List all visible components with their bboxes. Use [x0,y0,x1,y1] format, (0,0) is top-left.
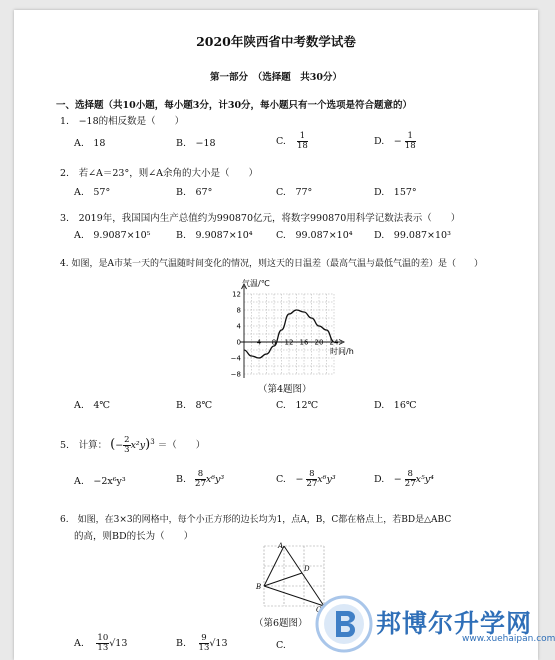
q6-option-c: C. [276,640,286,651]
q4-option-c: C. 12℃ [276,400,319,411]
q1-c-label: C. [276,136,286,147]
q4-x-tick-label: 8 [271,338,277,347]
q3-option-b: B. 9.9087×10⁴ [176,230,253,241]
q1-stem: 1. −18的相反数是（ ） [60,116,185,127]
q6-b-label: B. [176,638,196,649]
q3-stem: 3. 2019年，我国国内生产总值约为990870亿元，将数字990870用科学记数法表示（ ） [60,213,461,224]
q5-c-den: 27 [306,479,318,489]
q6-point-a: A [278,542,284,550]
watermark-text: 邦博尔升学网 [376,609,533,638]
q1-option-d [374,132,416,151]
q5-inner-vars: x²y [130,440,146,452]
q4-x-tick-label: 24 [329,338,339,347]
q5-option-a: A. −2x⁶y³ [74,476,126,487]
q2-option-d: D. 157° [374,187,417,198]
q6-stem-line2: 的高，则BD的长为（ ） [74,531,194,542]
q6-b-fraction [199,634,210,653]
q6-a-den: 13 [97,643,109,653]
q1-c-fraction [297,132,308,151]
q6-a-fraction [96,634,109,653]
q5-d-vars: x⁵y⁴ [415,474,434,485]
q4-y-tick-label: 8 [236,306,241,315]
q5-expression: ( [110,437,116,453]
q4-caption: （第4题图） [258,384,312,395]
q6-a-root: √13 [109,638,128,649]
q5-paren-close: ) [145,437,151,453]
q4-option-a: A. 4℃ [74,400,111,411]
q4-x-tick-label: 16 [299,338,309,347]
q5-d-fraction [405,470,416,489]
q4-y-tick-label: −8 [230,370,241,379]
q1-d-num: 1 [405,132,416,142]
q5-c-vars: x⁶y³ [317,474,336,485]
page-title: 2020年陕西省中考数学试卷 [196,34,356,49]
q2-stem: 2. 若∠A＝23°，则∠A余角的大小是（ ） [60,168,259,179]
q6-b-num: 9 [199,634,210,644]
q4-x-axis-label: 时间/h [330,347,354,356]
q5-stem-suffix: ＝（ ） [157,440,206,452]
q4-y-axis-label: 气温/℃ [242,279,270,288]
q5-inner-den: 3 [124,445,130,456]
q5-d-den: 27 [404,479,416,489]
q2-option-a: A. 57° [74,187,111,198]
q5-inner-num: 2 [124,435,130,446]
q4-x-tick-label: 12 [284,338,294,347]
q5-option-b [176,470,224,489]
q5-option-c [276,470,336,489]
part-heading: 第一部分 （选择题 共30分） [210,72,342,83]
q4-stem: 4. 如图，是A市某一天的气温随时间变化的情况，则这天的日温差（最高气温与最低气温的差）是（ ） [60,259,483,269]
q4-x-tick-label: 20 [314,338,324,347]
q6-caption: （第6题图） [254,618,308,629]
q5-minus-sign: − [115,440,124,452]
q3-option-d: D. 99.087×10³ [374,230,451,241]
q6-point-c: C [316,606,322,614]
q6-point-b: B [256,583,262,591]
q5-c-fraction [306,470,317,489]
q1-d-label: D. − [374,136,402,147]
q5-b-fraction [195,470,206,489]
q4-y-tick-label: 12 [232,290,241,299]
q5-inner-fraction [123,436,130,455]
q4-temperature-chart [204,276,364,382]
q4-option-d: D. 16℃ [374,400,417,411]
q1-option-a: A. 18 [74,138,106,149]
q5-b-vars: x⁶y³ [205,474,225,485]
q6-grid-figure [250,542,324,612]
q6-a-num: 10 [97,633,109,643]
q5-stem [60,436,205,455]
q5-d-num: 8 [405,470,416,480]
exam-page [14,10,555,660]
q6-a-label: A. [74,638,94,649]
q3-option-c: C. 99.087×10⁴ [276,230,353,241]
q5-stem-prefix: 5. 计算： [60,440,108,452]
q4-chart-ticks [231,291,339,379]
q3-option-a: A. 9.9087×10⁵ [74,230,151,241]
q6-b-den: 13 [198,643,210,653]
q1-c-num: 1 [297,132,308,142]
q4-y-tick-label: 0 [236,338,241,347]
q5-d-label: D. − [374,474,402,485]
section-heading: 一、选择题（共10小题，每小题3分，计30分，每小题只有一个选项是符合题意的） [56,100,413,111]
q2-option-c: C. 77° [276,187,313,198]
q4-chart-grid [244,294,334,374]
q5-option-d [374,470,434,489]
q5-b-den: 27 [195,479,206,489]
q1-d-fraction [405,132,416,151]
q6-option-b [176,634,228,653]
q1-c-den: 18 [296,141,308,151]
q5-b-num: 8 [195,470,206,480]
q6-b-root: √13 [209,638,228,649]
q5-c-num: 8 [306,470,317,480]
q6-option-a [74,634,127,653]
q1-option-c [276,132,308,151]
q1-option-b: B. −18 [176,138,216,149]
q2-option-b: B. 67° [176,187,213,198]
watermark-url: www.xuehaipan.com [462,634,555,644]
q4-y-tick-label: 4 [236,322,241,331]
q5-b-label: B. [176,474,187,485]
q4-option-b: B. 8℃ [176,400,213,411]
q4-x-tick-label: 4 [256,338,262,347]
q5-exponent: 3 [150,438,155,446]
q6-stem-line1: 6. 如图，在3×3的网格中，每个小正方形的边长均为1，点A，B，C都在格点上，若BD是△ABC [60,515,452,525]
watermark-logo-icon [314,594,374,654]
q1-d-den: 18 [404,141,416,151]
q4-y-tick-label: −4 [230,354,241,363]
q5-c-label: C. − [276,474,304,485]
q6-point-d: D [304,565,310,573]
